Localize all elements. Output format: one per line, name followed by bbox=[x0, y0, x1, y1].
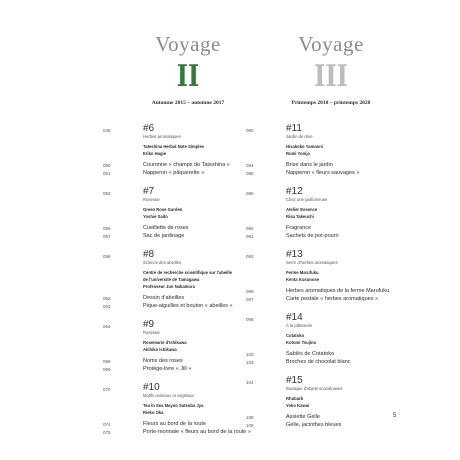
roman-numeral: II bbox=[176, 59, 200, 94]
section-credit bbox=[246, 207, 416, 214]
roman-numeral: III bbox=[314, 59, 348, 94]
section-heading bbox=[246, 124, 416, 134]
section-heading bbox=[246, 250, 416, 260]
page-ref: 098 bbox=[246, 317, 254, 322]
page-ref: 062 bbox=[103, 296, 111, 301]
entry-label: Professeur Jun Nakamura bbox=[143, 284, 195, 289]
entry-label: Rumi Yonija bbox=[286, 151, 310, 156]
section-number: #7 bbox=[143, 186, 155, 197]
section-credit bbox=[246, 277, 416, 284]
page-ref: 096 bbox=[246, 289, 254, 294]
entry-label: Cotatoko bbox=[286, 333, 305, 338]
page-ref: 090 bbox=[246, 226, 254, 231]
entry-label: Gelle, jacinthes bleues bbox=[286, 422, 342, 428]
page-ref: 057 bbox=[103, 234, 111, 239]
section-credit bbox=[246, 403, 416, 410]
voyage-title: Voyage bbox=[155, 32, 221, 56]
entry-label: Herbes aromatiques de la ferme Marufuku bbox=[286, 288, 390, 294]
entry-label: Ferme Marufuku bbox=[286, 270, 319, 275]
entry-label: Rosemarie d'Ishikawa bbox=[143, 340, 187, 345]
entry-label: Serre d'herbes aromatiques bbox=[286, 260, 338, 265]
entry-label: Eriko Hagie bbox=[143, 151, 167, 156]
toc-item bbox=[246, 414, 416, 421]
page-ref: 102 bbox=[246, 352, 254, 357]
page-ref: 097 bbox=[246, 297, 254, 302]
entry-label: Tateshina Herbal Note Simples bbox=[143, 144, 205, 149]
page-ref: 075 bbox=[103, 430, 111, 435]
section-credit bbox=[246, 214, 416, 221]
entry-label: Rieko Oka bbox=[143, 410, 164, 415]
section-number: #12 bbox=[286, 186, 303, 197]
entry-label: de l'université de Tamagawa bbox=[143, 277, 200, 282]
entry-label: Brise dans le jardin bbox=[286, 162, 333, 168]
entry-label: Sachets de pot-pourri bbox=[286, 233, 339, 239]
entry-label: Napperon « fleurs sauvages » bbox=[286, 170, 360, 176]
entry-label: Chez une parfumeuse bbox=[286, 197, 328, 202]
toc-item bbox=[246, 288, 416, 295]
entry-label: Roseraie bbox=[143, 197, 160, 202]
entry-label: Science des abeilles bbox=[143, 260, 182, 265]
toc-item bbox=[246, 225, 416, 232]
page-ref: 068 bbox=[103, 359, 111, 364]
page-ref: 108 bbox=[246, 415, 254, 420]
entry-label: Porte-monnaie « fleurs au bord de la route » bbox=[143, 429, 251, 435]
right-column bbox=[246, 0, 416, 430]
page-ref: 084 bbox=[246, 163, 254, 168]
page-ref: 080 bbox=[246, 128, 254, 133]
entry-label: Cueillette de roses bbox=[143, 225, 189, 231]
section-credit bbox=[246, 333, 416, 340]
section-number: #13 bbox=[286, 249, 303, 260]
entry-label: Dessin d'abeilles bbox=[143, 295, 185, 301]
section-number: #10 bbox=[143, 382, 160, 393]
entry-label: Yoshie Saito bbox=[143, 214, 168, 219]
section-category bbox=[246, 134, 416, 141]
entry-label: Couronne « champs de Tateshina » bbox=[143, 162, 230, 168]
entry-label: Kotomi Tsujino bbox=[286, 340, 317, 345]
section-heading bbox=[246, 187, 416, 197]
section-number: #6 bbox=[143, 123, 155, 134]
page-ref: 070 bbox=[103, 387, 111, 392]
entry-label: Napperon « pâquerette » bbox=[143, 170, 205, 176]
section-credit bbox=[246, 270, 416, 277]
entry-label: Pique-aiguilles et bouton « abeilles » bbox=[143, 303, 233, 309]
entry-label: Tea in Sea Mayoo Satsuba Jya bbox=[143, 403, 204, 408]
entry-label: Carte postale « herbes aromatiques » bbox=[286, 296, 379, 302]
entry-label: Jardin de rêve bbox=[286, 134, 313, 139]
entry-label: Rhubarb bbox=[286, 396, 304, 401]
page-ref: 109 bbox=[246, 423, 254, 428]
page-ref: 051 bbox=[103, 171, 111, 176]
entry-label: Sac de jardinage bbox=[143, 233, 185, 239]
page-ref: 064 bbox=[103, 324, 111, 329]
page-ref: 091 bbox=[246, 234, 254, 239]
toc-item bbox=[246, 359, 416, 366]
page-ref: 092 bbox=[246, 254, 254, 259]
page-ref: 063 bbox=[103, 304, 111, 309]
section-number: #11 bbox=[286, 123, 302, 134]
entry-label: Hisakoko Yamaoni bbox=[286, 144, 323, 149]
entry-label: Fleurs au bord de la route bbox=[143, 421, 206, 427]
section-number: #8 bbox=[143, 249, 155, 260]
page-ref: 069 bbox=[103, 367, 111, 372]
entry-label: Akihiko Ichikawa bbox=[143, 347, 177, 352]
page-ref: 052 bbox=[103, 191, 111, 196]
period-label: Printemps 2018 – printemps 2020 bbox=[291, 100, 371, 106]
toc-item bbox=[246, 351, 416, 358]
section-category bbox=[246, 197, 416, 204]
page-ref: 058 bbox=[103, 254, 111, 259]
toc-item bbox=[246, 233, 416, 240]
entry-label: Broches de chocolat blanc bbox=[286, 359, 351, 365]
voyage-title: Voyage bbox=[298, 32, 364, 56]
section-number: #9 bbox=[143, 319, 155, 330]
period-label: Automne 2015 – automne 2017 bbox=[151, 100, 225, 106]
toc-item bbox=[246, 422, 416, 429]
entry-label: Fragrance bbox=[286, 225, 312, 231]
entry-label: Green Rose Garden bbox=[143, 207, 183, 212]
toc-item bbox=[246, 162, 416, 169]
entry-label: Motifs animaux et végétaux bbox=[143, 393, 194, 398]
section-number: #14 bbox=[286, 312, 303, 323]
section-category bbox=[246, 260, 416, 267]
toc-item bbox=[103, 429, 273, 436]
section-credit bbox=[246, 151, 416, 158]
entry-label: Noms des roses bbox=[143, 358, 183, 364]
entry-label: Kenta Kusunose bbox=[286, 277, 320, 282]
page-ref: 104 bbox=[246, 380, 254, 385]
entry-label: Risa Takeuchi bbox=[286, 214, 314, 219]
page-ref: 085 bbox=[246, 171, 254, 176]
entry-label: Yoko Kawai bbox=[286, 403, 310, 408]
entry-label: Centre de recherche scientifique sur l'abeille bbox=[143, 270, 232, 275]
section-credit bbox=[246, 340, 416, 347]
entry-label: Herbes aromatiques bbox=[143, 134, 181, 139]
section-category bbox=[246, 386, 416, 393]
page-ref: 050 bbox=[103, 163, 111, 168]
toc-item bbox=[246, 170, 416, 177]
section-number: #15 bbox=[286, 375, 303, 386]
entry-label: Roséraie bbox=[143, 330, 160, 335]
page-ref: 086 bbox=[246, 191, 254, 196]
section-category bbox=[246, 323, 416, 330]
toc-list bbox=[246, 124, 416, 429]
toc-item bbox=[246, 296, 416, 303]
entry-label: Sablés de Cotatoko bbox=[286, 351, 335, 357]
section-heading bbox=[246, 313, 416, 323]
right-header bbox=[246, 32, 416, 106]
entry-label: Boutique d'objets scandinaves bbox=[286, 386, 343, 391]
section-heading bbox=[246, 376, 416, 386]
page-ref: 056 bbox=[103, 226, 111, 231]
page-number: 5 bbox=[393, 413, 397, 419]
entry-label: Protège-livre « Jill » bbox=[143, 366, 192, 372]
page-ref: 046 bbox=[103, 128, 111, 133]
page-ref: 074 bbox=[103, 422, 111, 427]
entry-label: Assiette Gelle bbox=[286, 414, 320, 420]
section-credit bbox=[246, 396, 416, 403]
entry-label: À la pâtisserie bbox=[286, 323, 313, 328]
section-credit bbox=[246, 144, 416, 151]
entry-label: Atelier Essence bbox=[286, 207, 318, 212]
page-ref: 103 bbox=[246, 360, 254, 365]
